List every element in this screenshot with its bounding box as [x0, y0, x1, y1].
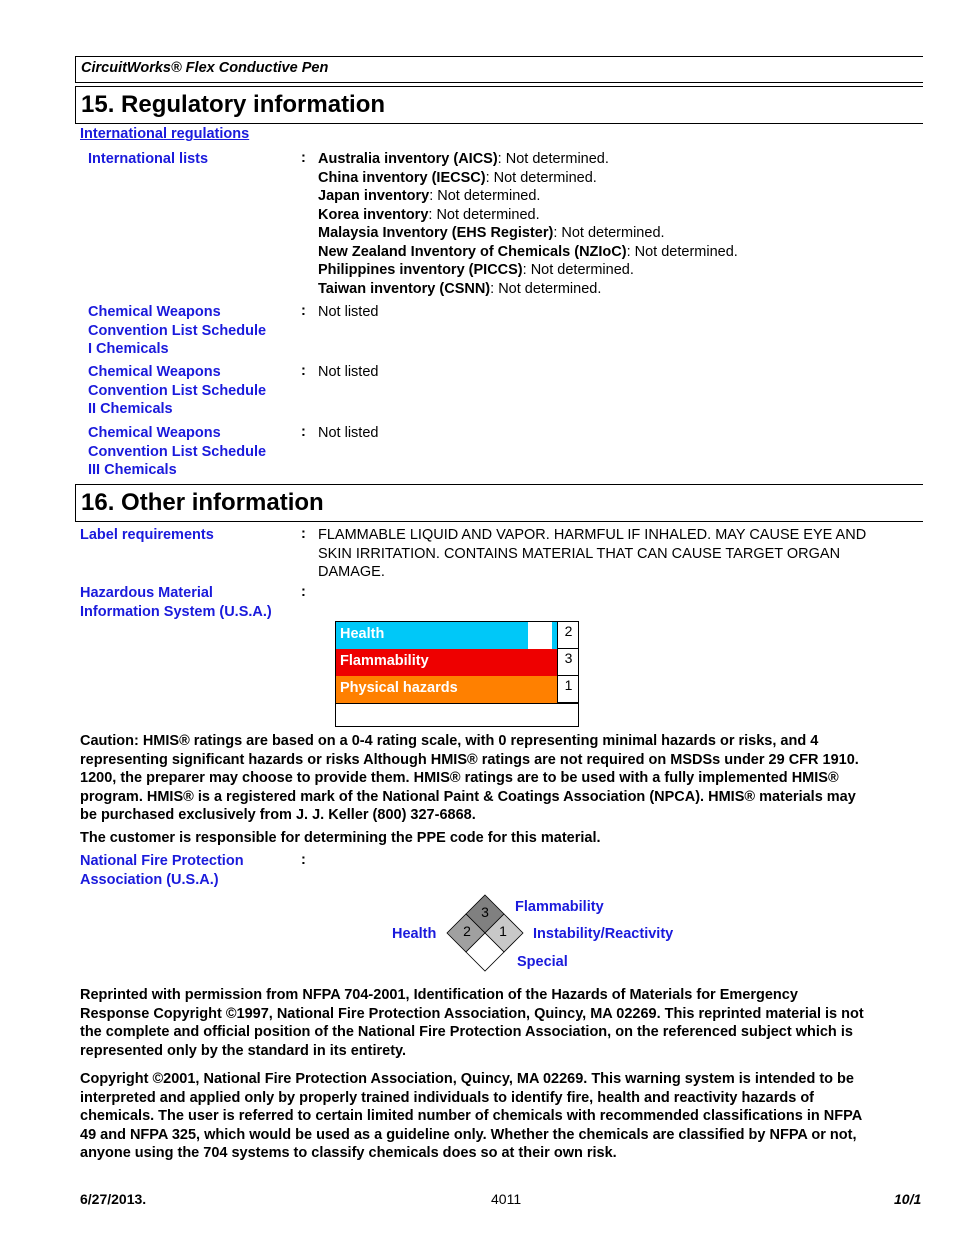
nfpa-flammability-value: 3 [481, 904, 489, 920]
colon: : [301, 526, 306, 542]
intl-lists-values [318, 150, 738, 298]
intl-regulations-heading: International regulations [80, 126, 250, 142]
section-15-title: 15. Regulatory information [75, 86, 923, 124]
inventory-line: New Zealand Inventory of Chemicals (NZIoC): Not determined. [318, 243, 738, 260]
colon: : [301, 363, 306, 379]
hmis-health-value: 2 [557, 622, 579, 649]
hmis-health-white-block [528, 622, 552, 649]
footer-code: 4011 [491, 1191, 522, 1207]
inventory-line: Malaysia Inventory (EHS Register): Not determined. [318, 225, 665, 241]
inventory-line: Philippines inventory (PICCS): Not determined. [318, 262, 634, 278]
footer-date: 6/27/2013. [80, 1191, 147, 1207]
footer-page: 10/1 [894, 1191, 922, 1207]
colon: : [301, 852, 306, 868]
hmis-physical-row: Physical hazards [336, 676, 557, 703]
section-16-title: 16. Other information [75, 484, 923, 522]
hmis-caution-text: Caution: HMIS® ratings are based on a 0-4 rating scale, with 0 representing minimal hazards or risks, and 4 representing significant hazards or risks Although HMIS® ratings are not required on MSDSs under 29 CFR 1910. 1200, the preparer may choose to provide them. HMIS® ratings are to be used with a fully implemented HMIS® program. HMIS® is a registered mark of the National Paint & Coatings Association (NPCA). HMIS® materials may be purchased exclusively from J. J. Keller (800) 327-6868. [80, 733, 859, 823]
intl-lists-label: International lists [88, 151, 209, 167]
label-requirements-text: FLAMMABLE LIQUID AND VAPOR. HARMFUL IF INHALED. MAY CAUSE EYE AND SKIN IRRITATION. CONTAINS MATERIAL THAT CAN CAUSE TARGET ORGAN DAMAGE. [318, 527, 867, 580]
cw-schedule-3-label: Chemical Weapons Convention List Schedule III Chemicals [88, 425, 267, 478]
nfpa-special-label: Special [517, 954, 568, 970]
hmis-health-row: Health [336, 622, 557, 649]
nfpa-flammability-label: Flammability [515, 899, 604, 915]
ppe-note: The customer is responsible for determining the PPE code for this material. [80, 830, 601, 846]
hmis-table [335, 621, 579, 727]
cw-schedule-1-value: Not listed [318, 304, 379, 320]
hmis-physical-value: 1 [557, 676, 579, 703]
cw-schedule-2-value: Not listed [318, 364, 379, 380]
hmis-label: Hazardous Material Information System (U.S.A.) [80, 585, 272, 620]
nfpa-diamond [445, 892, 525, 972]
cw-schedule-1-label: Chemical Weapons Convention List Schedule I Chemicals [88, 304, 267, 357]
hmis-divider [336, 703, 578, 704]
colon: : [301, 150, 306, 166]
nfpa-copyright-text: Copyright ©2001, National Fire Protection Association, Quincy, MA 02269. This warning system is intended to be interpreted and applied only by properly trained individuals to identify fire, health and reactivity hazards of chemicals. The user is referred to certain limited number of chemicals with recommended classifications in NFPA 49 and NFPA 325, which would be used as a guideline only. Whether the chemicals are classified by NFPA or not, anyone using the 704 systems to classify chemicals does so at their own risk. [80, 1071, 863, 1161]
inventory-line: China inventory (IECSC): Not determined. [318, 169, 597, 186]
nfpa-label: National Fire Protection Association (U.S.A.) [80, 853, 244, 888]
nfpa-reprint-text: Reprinted with permission from NFPA 704-2001, Identification of the Hazards of Materials for Emergency Response Copyright ©1997, National Fire Protection Association, Quincy, MA 02269. This reprinted material is not the complete and official position of the National Fire Protection Association, on the referenced subject which is represented only by the standard in its entirety. [80, 987, 864, 1059]
inventory-line: Taiwan inventory (CSNN): Not determined. [318, 280, 602, 297]
inventory-line: Japan inventory: Not determined. [318, 188, 541, 204]
colon: : [301, 424, 306, 440]
nfpa-health-value: 2 [463, 923, 471, 939]
inventory-line: Australia inventory (AICS): Not determined. [318, 151, 609, 167]
nfpa-instability-label: Instability/Reactivity [533, 926, 674, 942]
colon: : [301, 584, 306, 600]
product-name: CircuitWorks® Flex Conductive Pen [75, 56, 923, 83]
colon: : [301, 303, 306, 319]
inventory-line: Korea inventory: Not determined. [318, 206, 540, 223]
nfpa-health-label: Health [392, 926, 437, 942]
cw-schedule-3-value: Not listed [318, 425, 379, 441]
cw-schedule-2-label: Chemical Weapons Convention List Schedule II Chemicals [88, 364, 267, 417]
label-requirements-label: Label requirements [80, 527, 214, 543]
hmis-flammability-value: 3 [557, 649, 579, 676]
hmis-flammability-row: Flammability [336, 649, 557, 676]
nfpa-instability-value: 1 [499, 923, 507, 939]
